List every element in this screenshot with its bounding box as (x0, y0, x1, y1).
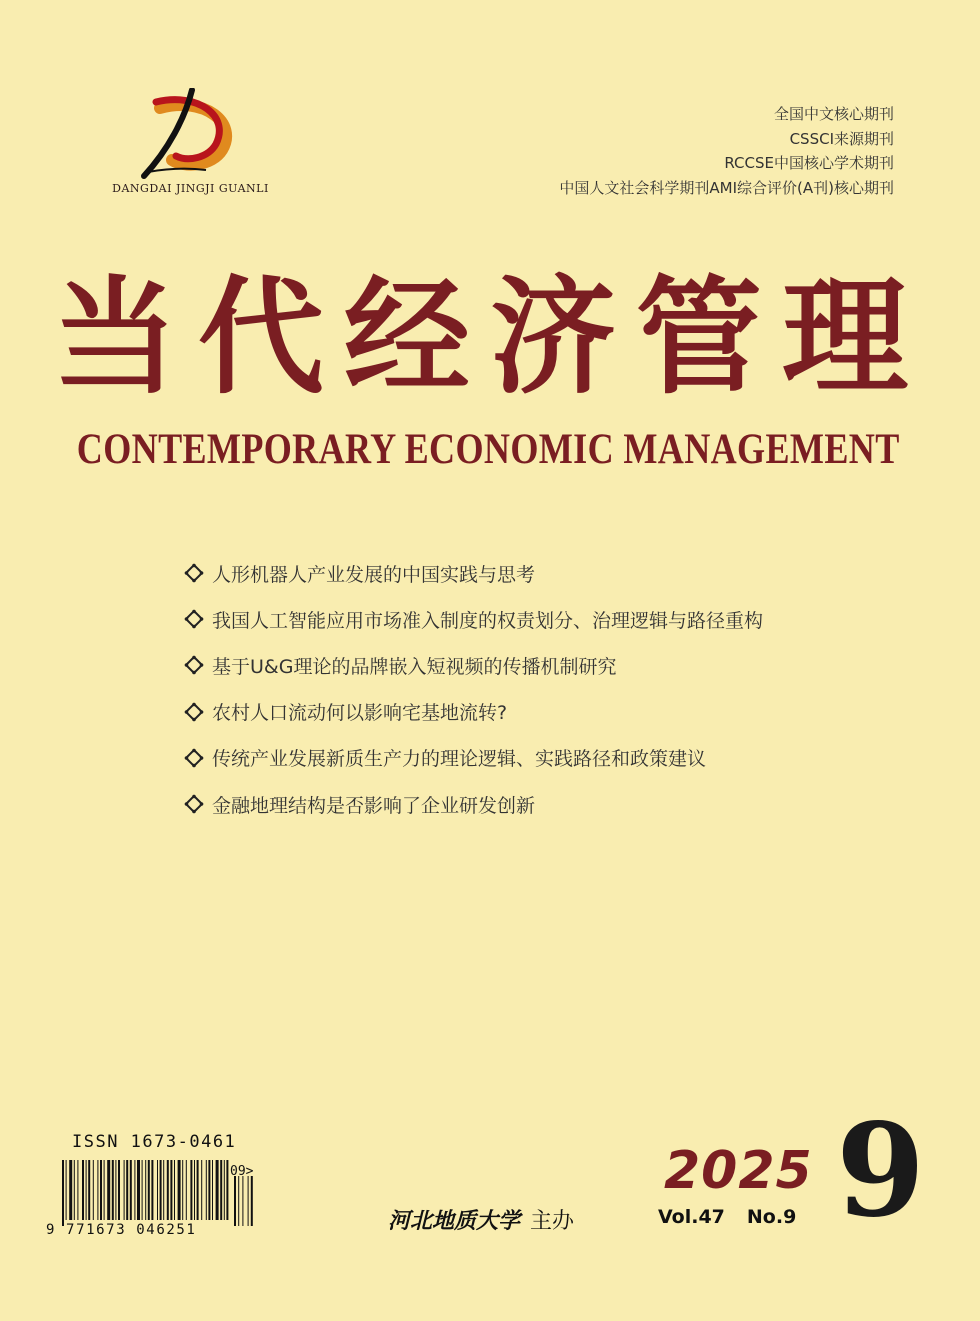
article-item (184, 550, 763, 596)
journal-title-chinese: 当代经济管理 (52, 263, 928, 411)
barcode-icon (60, 1160, 255, 1230)
publisher-name: 河北地质大学 (388, 1208, 521, 1234)
publisher-role: 主办 (530, 1209, 575, 1234)
number-label: No.9 (746, 1206, 797, 1228)
barcode-addon: 09> (230, 1164, 254, 1179)
article-item (184, 781, 763, 827)
article-title: 人形机器人产业发展的中国实践与思考 (212, 563, 536, 586)
publisher-line (388, 1204, 574, 1235)
article-title: 我国人工智能应用市场准入制度的权责划分、治理逻辑与路径重构 (212, 609, 764, 632)
indexing-item: 全国中文核心期刊 (773, 105, 894, 123)
article-title: 传统产业发展新质生产力的理论逻辑、实践路径和政策建议 (212, 748, 707, 771)
journal-title-english: CONTEMPORARY ECONOMIC MANAGEMENT (76, 426, 900, 473)
journal-logo (108, 88, 273, 198)
logo-caption: DANGDAI JINGJI GUANLI (112, 182, 269, 195)
diamond-bullet-icon (184, 609, 204, 629)
article-item (184, 735, 763, 781)
indexing-item: CSSCI来源期刊 (789, 129, 894, 148)
article-title: 金融地理结构是否影响了企业研发创新 (212, 794, 536, 817)
barcode-digits: 9 771673 046251 (46, 1222, 197, 1238)
diamond-bullet-icon (184, 655, 204, 675)
diamond-bullet-icon (184, 563, 204, 583)
indexing-item: 中国人文社会科学期刊AMI综合评价(A刊)核心期刊 (559, 178, 894, 197)
indexing-list (559, 102, 894, 200)
article-item (184, 642, 763, 688)
article-title: 基于U&G理论的品牌嵌入短视频的传播机制研究 (212, 655, 617, 678)
issue-year: 2025 (664, 1141, 813, 1201)
diamond-bullet-icon (184, 794, 204, 814)
article-title: 农村人口流动何以影响宅基地流转? (212, 702, 508, 725)
issn-label: ISSN 1673-0461 (72, 1132, 237, 1152)
volume-label: Vol.47 (658, 1206, 725, 1228)
article-item (184, 689, 763, 735)
issue-number: 9 (836, 1096, 926, 1246)
indexing-item: RCCSE中国核心学术期刊 (724, 154, 894, 172)
article-list (184, 550, 763, 827)
article-item (184, 596, 763, 642)
volume-number (658, 1206, 796, 1228)
diamond-bullet-icon (184, 702, 204, 722)
diamond-bullet-icon (184, 748, 204, 768)
logo-emblem-icon (130, 88, 250, 183)
